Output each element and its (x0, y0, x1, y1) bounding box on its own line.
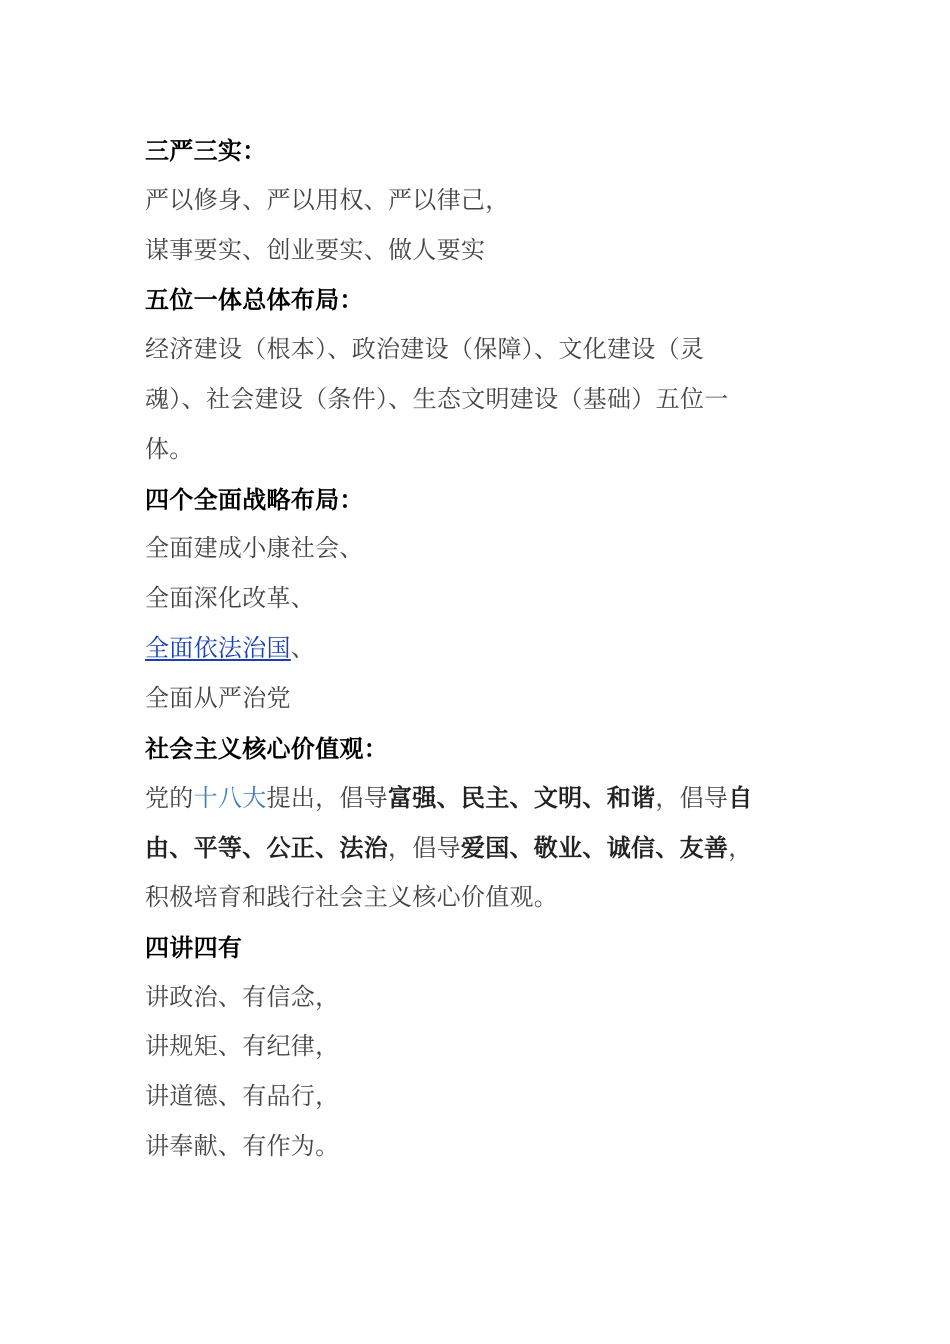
section-heading-wuwei-yiti: 五位一体总体布局： (145, 285, 364, 315)
paragraph-line: 全面深化改革、 (145, 584, 316, 613)
paragraph-line: 积极培育和践行社会主义核心价值观。 (145, 882, 559, 911)
paragraph-line: 全面建成小康社会、 (145, 534, 364, 563)
paragraph-line: 讲奉献、有作为。 (145, 1131, 340, 1160)
paragraph-line: 经济建设（根本）、政治建设（保障）、文化建设（灵 (145, 335, 705, 364)
paragraph-line: 讲规矩、有纪律， (145, 1032, 340, 1061)
text-run: ，倡导 (388, 834, 461, 863)
paragraph-line: 讲政治、有信念， (145, 982, 340, 1011)
paragraph-line-core-values-2 (145, 823, 795, 873)
section-heading-sanyan-sanshi: 三严三实： (145, 136, 267, 165)
link-shibada[interactable]: 十八大 (193, 784, 267, 813)
section-heading-core-values: 社会主义核心价值观： (145, 733, 388, 763)
text-run: 党的 (145, 784, 194, 813)
text-run: ，倡导 (655, 784, 729, 813)
text-run: ， (728, 834, 753, 863)
paragraph-line: 魂）、社会建设（条件）、生态文明建设（基础）五位一 (145, 384, 729, 413)
bold-run: 富强、民主、文明、和谐 (388, 783, 656, 813)
bold-run: 由、平等、公正、法治 (145, 833, 388, 863)
link-quanmian-yifa-zhiguo[interactable]: 全面依法治国 (145, 633, 291, 662)
bold-run: 自 (728, 783, 753, 813)
paragraph-line-with-link (145, 624, 795, 674)
paragraph-line: 严以修身、严以用权、严以律己， (145, 185, 510, 214)
link-trailing-text: 、 (290, 633, 316, 662)
paragraph-line: 全面从严治党 (145, 683, 291, 712)
section-heading-sijiang-siyou: 四讲四有 (145, 932, 243, 962)
paragraph-line: 体。 (145, 434, 194, 463)
paragraph-line: 谋事要实、创业要实、做人要实 (145, 235, 486, 264)
bold-run: 爱国、敬业、诚信、友善 (460, 833, 729, 863)
paragraph-line-core-values-1 (145, 773, 795, 823)
text-run: 提出，倡导 (266, 784, 389, 813)
paragraph-line: 讲道德、有品行， (145, 1082, 340, 1111)
section-heading-sige-quanmian: 四个全面战略布局： (145, 484, 364, 514)
document-body (145, 126, 795, 1172)
